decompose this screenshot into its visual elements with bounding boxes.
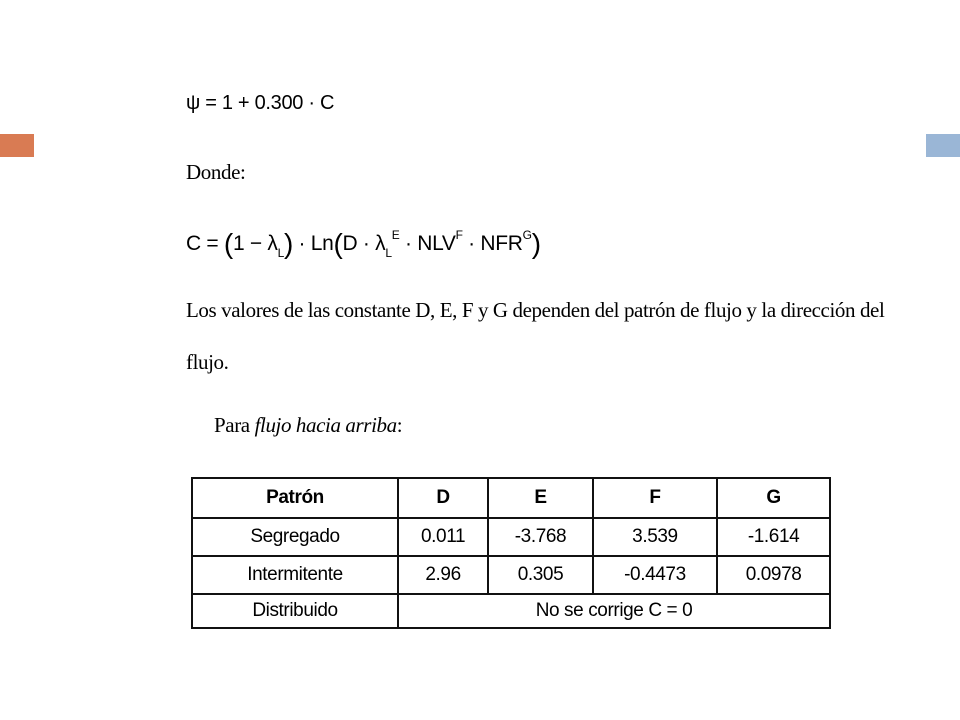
formula-c-exp-e: E bbox=[391, 228, 400, 242]
subheading-prefix: Para bbox=[214, 413, 255, 437]
table-header-cell: Patrón bbox=[192, 478, 398, 518]
donde-label: Donde: bbox=[186, 160, 246, 184]
subheading-upward-flow bbox=[214, 413, 402, 438]
accent-bar-right bbox=[926, 134, 960, 157]
subheading-italic: flujo hacia arriba bbox=[254, 413, 397, 437]
formula-c-paren-close: ) bbox=[283, 228, 293, 259]
table-cell: 3.539 bbox=[593, 518, 717, 556]
table-cell: 0.305 bbox=[488, 556, 593, 594]
formula-c-exp-f: F bbox=[455, 228, 463, 242]
formula-c-ln: · Ln bbox=[292, 232, 334, 255]
formula-c-paren-open: ( bbox=[223, 228, 233, 259]
formula-c bbox=[186, 228, 541, 260]
table-header-cell: F bbox=[593, 478, 717, 518]
table-cell-pattern: Intermitente bbox=[192, 556, 398, 594]
table-header-cell: G bbox=[717, 478, 830, 518]
formula-c-lambda-sub2: L bbox=[385, 246, 392, 261]
accent-bar-left bbox=[0, 134, 34, 157]
table-row bbox=[192, 594, 830, 628]
table-header-cell: E bbox=[488, 478, 593, 518]
constants-table bbox=[191, 477, 831, 629]
formula-c-inner-d: D · λ bbox=[342, 232, 386, 255]
formula-c-exp-g: G bbox=[522, 228, 532, 242]
formula-c-nfr: · NFR bbox=[462, 232, 523, 255]
formula-c-start: C = bbox=[186, 232, 224, 255]
table-cell: 0.0978 bbox=[717, 556, 830, 594]
formula-c-lambda-sub: L bbox=[277, 246, 284, 261]
formula-c-ln-paren-open: ( bbox=[333, 228, 343, 259]
table-cell: -0.4473 bbox=[593, 556, 717, 594]
formula-c-one-minus: 1 − λ bbox=[232, 232, 278, 255]
table-cell: -3.768 bbox=[488, 518, 593, 556]
table-header-cell: D bbox=[398, 478, 488, 518]
table-row bbox=[192, 518, 830, 556]
table-cell: 0.011 bbox=[398, 518, 488, 556]
formula-c-nlv: · NLV bbox=[399, 232, 456, 255]
formula-c-ln-paren-close: ) bbox=[531, 228, 541, 259]
table-row bbox=[192, 556, 830, 594]
table-cell-pattern: Segregado bbox=[192, 518, 398, 556]
subheading-suffix: : bbox=[396, 413, 403, 437]
table-cell: -1.614 bbox=[717, 518, 830, 556]
paragraph-line-1: Los valores de las constante D, E, F y G dependen del patrón de flujo y la dirección del bbox=[186, 298, 885, 322]
paragraph-line-2: flujo. bbox=[186, 350, 229, 374]
table-cell: 2.96 bbox=[398, 556, 488, 594]
table-cell-merged: No se corrige C = 0 bbox=[398, 594, 830, 628]
table-header-row bbox=[192, 478, 830, 518]
formula-psi: ψ = 1 + 0.300 · C bbox=[186, 92, 335, 114]
table-cell-pattern: Distribuido bbox=[192, 594, 398, 628]
